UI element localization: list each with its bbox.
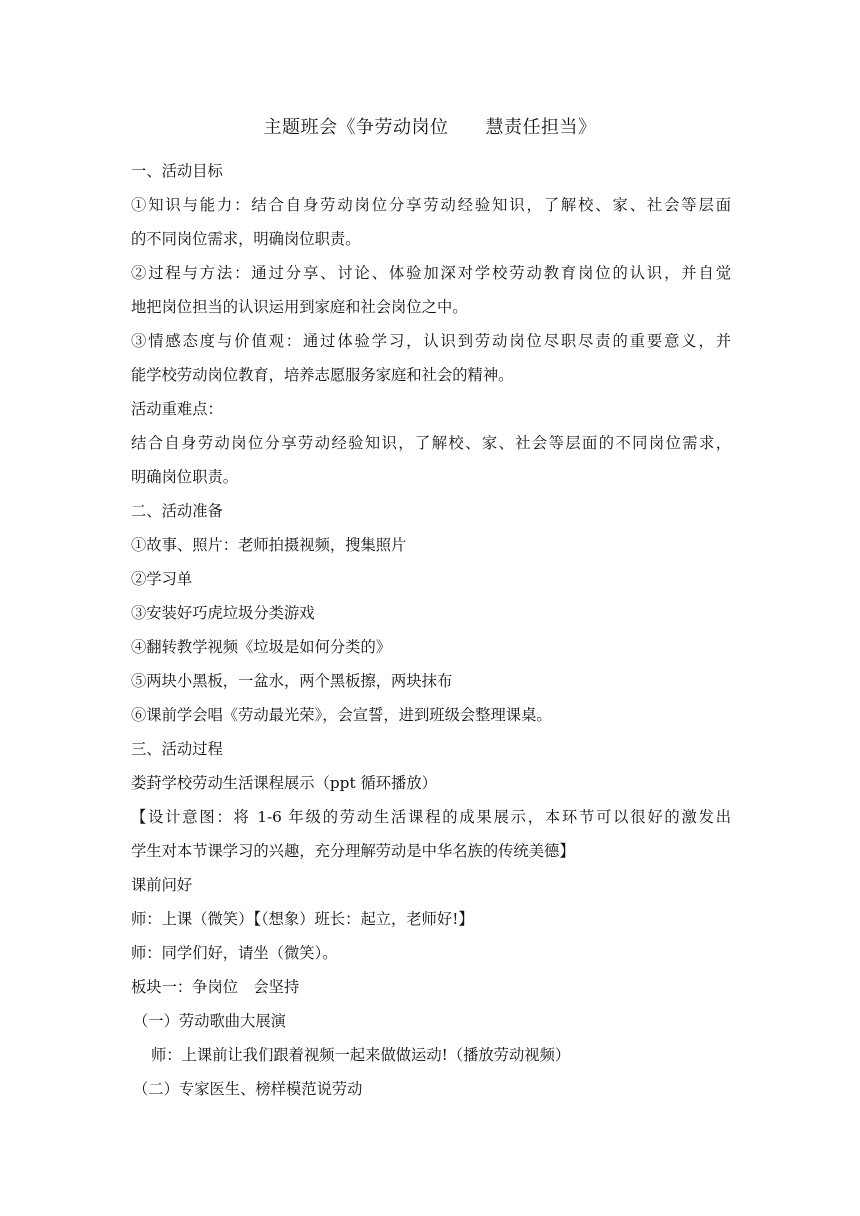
section-heading-goals: 一、活动目标 xyxy=(131,162,223,180)
dialogue-line: 师：上课前让我们跟着视频一起来做做运动!（播放劳动视频） xyxy=(151,1046,571,1064)
document-body xyxy=(131,154,731,1106)
list-item: ①故事、照片：老师拍摄视频，搜集照片 xyxy=(131,536,407,554)
paragraph-line: 【设计意图：将 1-6 年级的劳动生活课程的成果展示，本环节可以很好的激发出 xyxy=(131,808,731,826)
paragraph-line: ①知识与能力：结合自身劳动岗位分享劳动经验知识，了解校、家、社会等层面 xyxy=(131,196,731,214)
dialogue-line: 师：上课（微笑）【（想象）班长：起立，老师好!】 xyxy=(131,910,474,928)
paragraph-line: 的不同岗位需求，明确岗位职责。 xyxy=(131,230,361,248)
dialogue-line: 师：同学们好，请坐（微笑）。 xyxy=(131,944,338,962)
list-item: ②学习单 xyxy=(131,570,193,588)
paragraph-line: 能学校劳动岗位教育，培养志愿服务家庭和社会的精神。 xyxy=(131,366,514,384)
paragraph-line: ③情感态度与价值观：通过体验学习，认识到劳动岗位尽职尽责的重要意义，并 xyxy=(131,332,731,350)
subheading-key-points: 活动重难点： xyxy=(131,400,223,418)
sub-item: （二）专家医生、榜样模范说劳动 xyxy=(133,1080,363,1098)
list-item: ④翻转教学视频《垃圾是如何分类的》 xyxy=(131,638,392,656)
list-item: ⑤两块小黑板，一盆水，两个黑板擦，两块抹布 xyxy=(131,672,453,690)
paragraph-line: 结合自身劳动岗位分享劳动经验知识，了解校、家、社会等层面的不同岗位需求， xyxy=(131,434,731,452)
section-heading-process: 三、活动过程 xyxy=(131,740,223,758)
paragraph-line: 学生对本节课学习的兴趣，充分理解劳动是中华名族的传统美德】 xyxy=(131,842,575,860)
paragraph-line: ②过程与方法：通过分享、讨论、体验加深对学校劳动教育岗位的认识，并自觉 xyxy=(131,264,731,282)
section-heading-preparation: 二、活动准备 xyxy=(131,502,223,520)
paragraph-line: 课前问好 xyxy=(131,876,193,894)
document-title: 主题班会《争劳动岗位 慧责任担当》 xyxy=(263,117,597,138)
sub-item: （一）劳动歌曲大展演 xyxy=(133,1012,286,1030)
block-heading: 板块一：争岗位 会坚持 xyxy=(131,978,300,996)
paragraph-line: 明确岗位职责。 xyxy=(131,468,239,486)
list-item: ③安装好巧虎垃圾分类游戏 xyxy=(131,604,315,622)
paragraph-line: 地把岗位担当的认识运用到家庭和社会岗位之中。 xyxy=(131,298,468,316)
paragraph-line: 娄葑学校劳动生活课程展示（ppt 循环播放） xyxy=(131,774,437,792)
list-item: ⑥课前学会唱《劳动最光荣》，会宣誓，进到班级会整理课桌。 xyxy=(131,706,552,724)
